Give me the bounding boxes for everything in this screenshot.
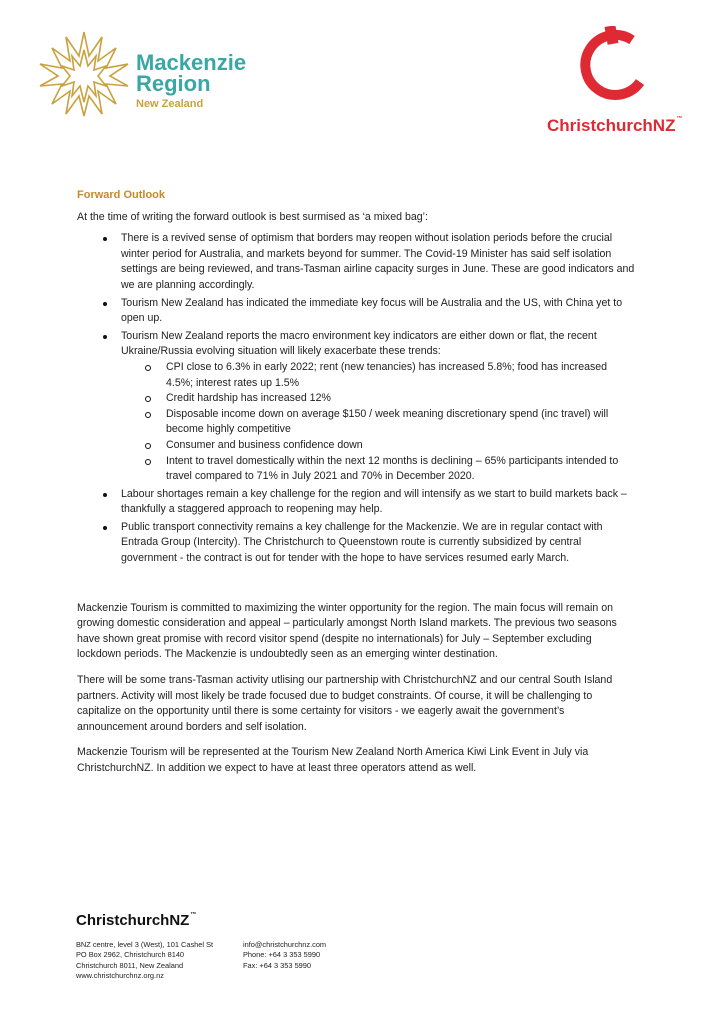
indicator-sub-list xyxy=(121,360,637,485)
sub-bullet-item xyxy=(121,454,637,485)
fax-number: Fax: +64 3 353 5990 xyxy=(243,960,312,970)
paragraph-trans-tasman: There will be some trans-Tasman activity utlising our partnership with ChristchurchNZ and our central South Island partners. Activity will most likely be trade focused due to budget constraints. Of course, it will be challenging to capitalize on the opportunity until there is some certainty for visitors - we eagerly await the government’s announcement around borders and self isolation. xyxy=(77,674,613,733)
sub-bullet-item xyxy=(121,438,637,454)
bullet-item xyxy=(77,296,637,327)
bullet-text: Tourism New Zealand has indicated the immediate key focus will be Australia and the US, with China yet to open up. xyxy=(121,296,623,325)
sub-bullet-item xyxy=(121,360,637,391)
christchurchnz-word: ChristchurchNZ xyxy=(547,116,676,135)
christchurchnz-wordmark xyxy=(547,116,682,136)
logo-text-region: Region xyxy=(136,71,211,96)
bullet-item xyxy=(77,520,637,567)
sub-bullet-text: CPI close to 6.3% in early 2022; rent (new tenancies) has increased 5.8%; food has increased 4.5%; interest rates up 1.5% xyxy=(166,360,608,389)
bullet-text: Labour shortages remain a key challenge for the region and will intensify as we start to build markets back – thankfully a staggered approach to reopening may help. xyxy=(121,487,627,516)
address-line: BNZ centre, level 3 (West), 101 Cashel St xyxy=(76,940,214,949)
footer-address xyxy=(76,940,213,981)
footer-christchurchnz-wordmark xyxy=(76,912,396,929)
section-heading: Forward Outlook xyxy=(77,189,165,201)
paragraph-winter-opportunity: Mackenzie Tourism is committed to maximizing the winter opportunity for the region. The main focus will remain on growing domestic consideration and appeal – particularly amongst North Island markets. The previous two seasons have shown great promise with record visitor spend (despite no internationals) for July – September excluding lockdown periods. The Mackenzie is undoubtedly seen as an emerging winter destination. xyxy=(77,601,617,661)
bullet-item xyxy=(77,329,637,485)
bullet-text: There is a revived sense of optimism that borders may reopen without isolation periods before the crucial winter period for Australia, and markets beyond for summer. The Covid-19 Minister has said self isolation settings are being reviewed, and trans-Tasman airline capacity surges in June. These are good indicators and we are planning accordingly. xyxy=(121,232,635,291)
bullet-text: Public transport connectivity remains a key challenge for the Mackenzie. We are in regular contact with Entrada Group (Intercity). The Christchurch to Queenstown route is currently subsidized by central government - the contract is out for tender with the hope to have services resumed early March. xyxy=(121,520,603,565)
paragraph-kiwi-link: Mackenzie Tourism will be represented at the Tourism New Zealand North America Kiwi Link Event in July via ChristchurchNZ. In addition we expect to have at least three operators attend as well. xyxy=(77,746,589,774)
outlook-bullet-list xyxy=(77,231,637,566)
address-line: Christchurch 8011, New Zealand xyxy=(76,960,184,970)
footer-trademark: ™ xyxy=(190,912,197,918)
logo-text-new-zealand: New Zealand xyxy=(136,98,204,110)
sub-bullet-item xyxy=(121,391,637,407)
mackenzie-region-logo xyxy=(36,28,266,118)
page-footer xyxy=(76,912,396,980)
christchurchnz-logo xyxy=(545,26,695,136)
sub-bullet-text: Disposable income down on average $150 / week meaning discretionary spend (inc travel) will become highly competitive xyxy=(166,407,609,436)
sub-bullet-text: Intent to travel domestically within the next 12 months is declining – 65% participants intended to travel compared to 71% in July 2021 and 70% in December 2020. xyxy=(166,454,619,483)
footer-contact xyxy=(243,940,326,971)
footer-word: ChristchurchNZ xyxy=(76,912,190,929)
sub-bullet-item xyxy=(121,407,637,438)
mackenzie-star-icon xyxy=(36,28,132,118)
logo-text-mackenzie: Mackenzie xyxy=(136,50,247,75)
trademark-symbol: ™ xyxy=(676,116,683,122)
sub-bullet-text: Consumer and business confidence down xyxy=(166,438,363,451)
christchurch-ring-icon xyxy=(580,26,652,106)
email-link[interactable]: info@christchurchnz.com xyxy=(243,940,327,949)
website-link[interactable]: www.christchurchnz.org.nz xyxy=(76,970,164,980)
bullet-item xyxy=(77,487,637,518)
document-body xyxy=(77,188,637,777)
bullet-text: Tourism New Zealand reports the macro environment key indicators are either down or flat, the recent Ukraine/Russia evolving situation will likely exacerbate these trends: xyxy=(121,329,597,358)
phone-number: Phone: +64 3 353 5990 xyxy=(243,950,321,960)
intro-text: At the time of writing the forward outlook is best surmised as ‘a mixed bag’: xyxy=(77,210,428,223)
bullet-item xyxy=(77,231,637,293)
sub-bullet-text: Credit hardship has increased 12% xyxy=(166,392,331,405)
address-line: PO Box 2962, Christchurch 8140 xyxy=(76,950,185,960)
